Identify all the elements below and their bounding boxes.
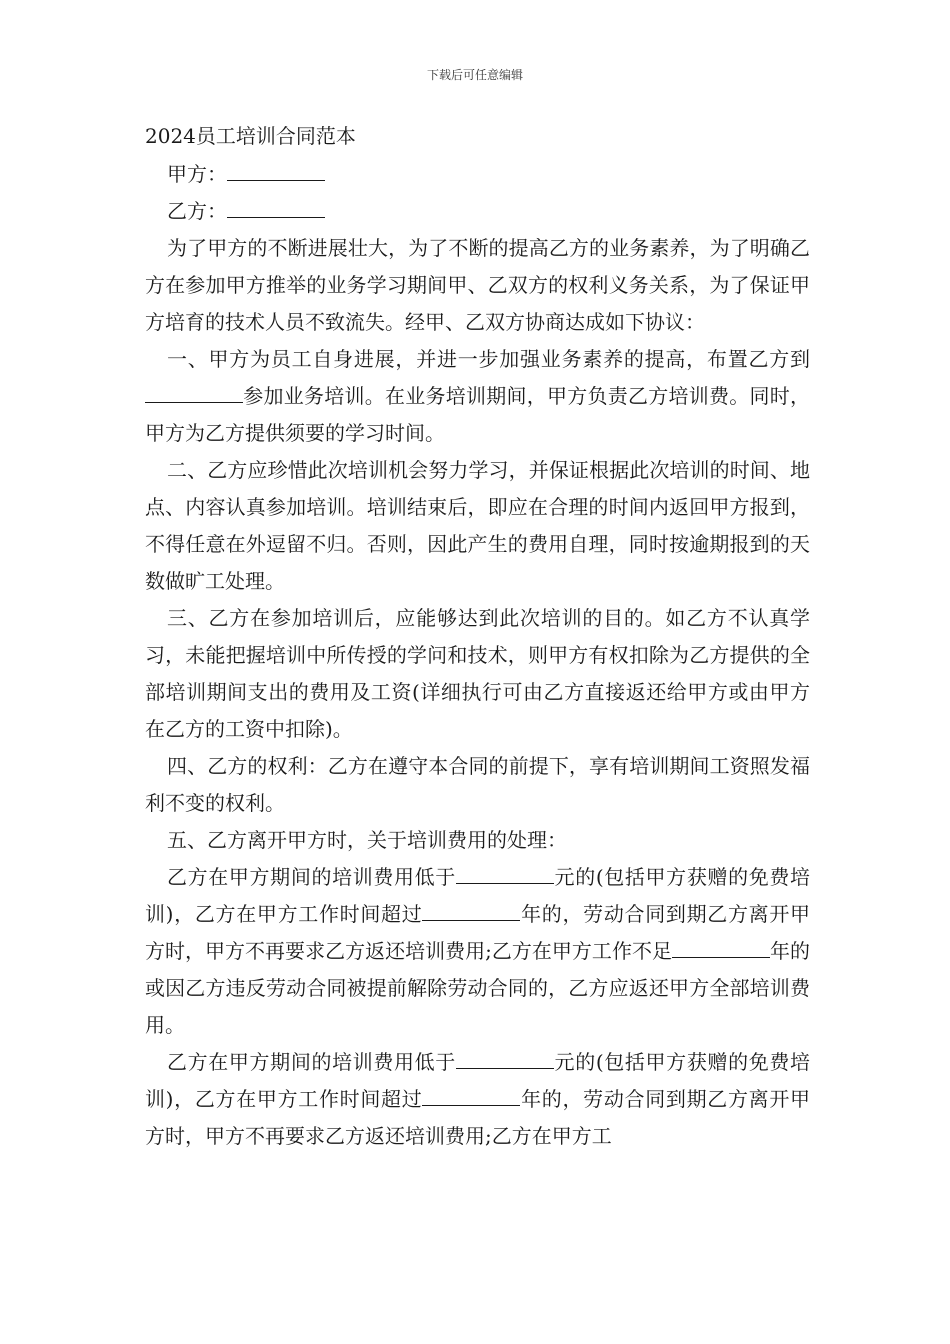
clause-1 [145,341,810,452]
document-body [145,118,810,1155]
intro-paragraph: 为了甲方的不断进展壮大，为了不断的提高乙方的业务素养，为了明确乙方在参加甲方推举的业务学习期间甲、乙双方的权利义务关系，为了保证甲方培育的技术人员不致流失。经甲、乙双方协商达成如下协议： [145,236,810,334]
clause-1-text-a: 一、甲方为员工自身进展，并进一步加强业务素养的提高，布置乙方到 [167,347,810,371]
document-title: 2024员工培训合同范本 [145,124,356,148]
page-header: 下载后可任意编辑 [426,68,523,82]
p2-text-c: 年的，劳动合同到期乙方离开甲方时，甲方不再要求乙方返还培训费用;乙方在甲方工 [145,1087,810,1148]
p2-text-a: 乙方在甲方期间的培训费用低于 [167,1050,456,1074]
clause-2: 二、乙方应珍惜此次培训机会努力学习，并保证根据此次培训的时间、地点、内容认真参加培训。培训结束后，即应在合理的时间内返回甲方报到，不得任意在外逗留不归。否则，因此产生的费用自理，同时按逾期报到的天数做旷工处理。 [145,458,810,593]
p1-text-c: 年的，劳动合同到期乙方离开甲方时，甲方不再要求乙方返还培训费用;乙方在甲方工作不足 [145,902,810,963]
party-a-label: 甲方： [167,162,227,186]
clause-5-paragraph-2 [145,1044,810,1155]
clause-5: 五、乙方离开甲方时，关于培训费用的处理： [167,828,567,852]
p2-years-blank[interactable] [422,1087,520,1106]
clause-4: 四、乙方的权利：乙方在遵守本合同的前提下，享有培训期间工资照发福利不变的权利。 [145,754,810,815]
party-a-blank[interactable] [227,162,325,181]
p1-text-d: 年的或因乙方违反劳动合同被提前解除劳动合同的，乙方应返还甲方全部培训费用。 [145,939,811,1037]
party-b-blank[interactable] [227,199,325,218]
party-b-label: 乙方： [167,199,227,223]
clause-1-text-b: 参加业务培训。在业务培训期间，甲方负责乙方培训费。同时，甲方为乙方提供须要的学习时间。 [145,384,810,445]
training-location-blank[interactable] [145,384,243,403]
clause-5-paragraph-1 [145,859,810,1044]
p1-text-b: 元的(包括甲方获赠的免费培训)，乙方在甲方工作时间超过 [145,865,810,926]
p2-amount-blank[interactable] [456,1050,554,1069]
party-b-line [145,193,810,230]
clause-3: 三、乙方在参加培训后，应能够达到此次培训的目的。如乙方不认真学习，未能把握培训中所传授的学问和技术，则甲方有权扣除为乙方提供的全部培训期间支出的费用及工资(详细执行可由乙方直接返还给甲方或由甲方在乙方的工资中扣除)。 [145,606,810,741]
p1-amount-blank[interactable] [456,865,554,884]
p1-years-blank[interactable] [422,902,520,921]
party-a-line [145,156,810,193]
p2-text-b: 元的(包括甲方获赠的免费培训)，乙方在甲方工作时间超过 [145,1050,810,1111]
p1-text-a: 乙方在甲方期间的培训费用低于 [167,865,456,889]
p1-min-years-blank[interactable] [672,939,770,958]
